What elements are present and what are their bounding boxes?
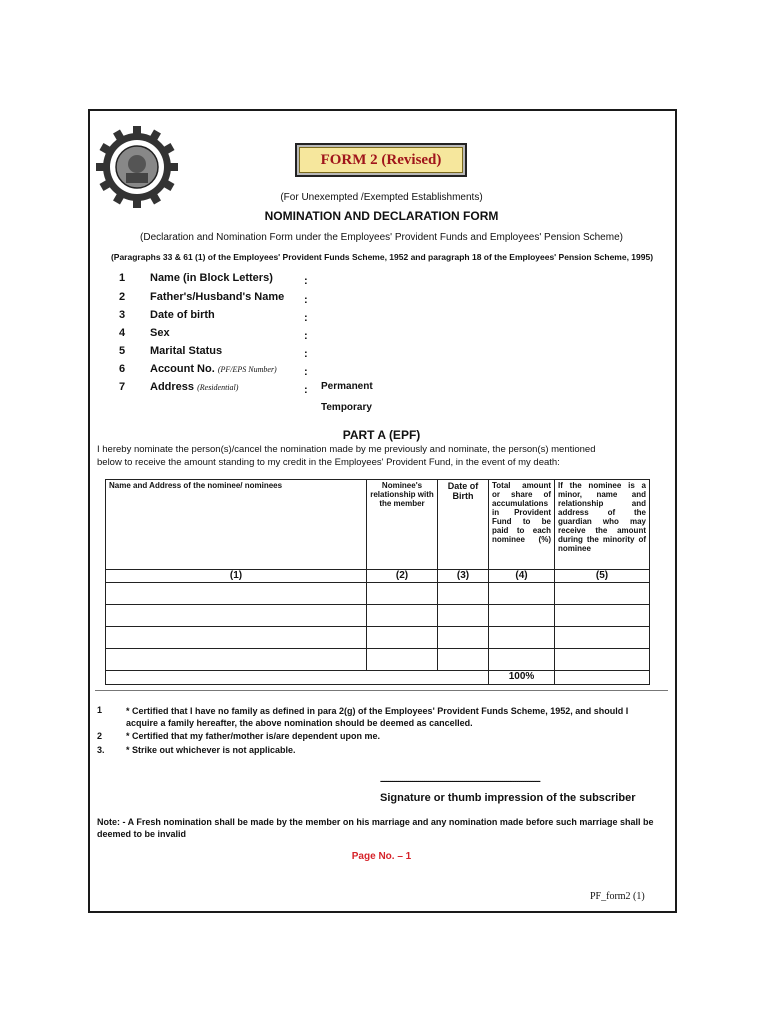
signature-line: -------------------------------------------------------------------------------- bbox=[380, 776, 540, 786]
col4-header: Total amount or share of accumulations in Provident Fund to be paid to each nominee (%) bbox=[489, 480, 555, 570]
table-row bbox=[106, 649, 650, 671]
col-number: (4) bbox=[489, 570, 555, 583]
heading: NOMINATION AND DECLARATION FORM bbox=[264, 209, 499, 223]
total-percentage: 100% bbox=[489, 671, 555, 685]
col-number: (1) bbox=[106, 570, 367, 583]
table-row bbox=[106, 605, 650, 627]
col-number: (2) bbox=[367, 570, 438, 583]
col-number: (3) bbox=[438, 570, 489, 583]
page-number: Page No. – 1 bbox=[351, 851, 412, 862]
table-total-row bbox=[106, 671, 650, 685]
form-title: FORM 2 (Revised) bbox=[299, 147, 463, 173]
cert-no-family: * Certified that I have no family as defined in para 2(g) of the Employees' Provident Funds Scheme, 1952, and should I acquire a family hereafter, the above nomination should be deemed as cancelled. bbox=[126, 706, 629, 728]
form-code: PF_form2 (1) bbox=[590, 891, 645, 902]
col5-header: If the nominee is a minor, name and relationship and address of the guardian who may receive the amount during the minority of nominee bbox=[555, 480, 650, 570]
col3-header: Date of Birth bbox=[438, 480, 489, 570]
cert-strike-out: * Strike out whichever is not applicable. bbox=[126, 745, 296, 755]
nominee-table bbox=[105, 479, 650, 685]
address-temporary: Temporary bbox=[321, 402, 372, 413]
part-a-text-1: I hereby nominate the person(s)/cancel the nomination made by me previously and nominate, the person(s) mentioned bbox=[97, 444, 596, 455]
cert-dependent: * Certified that my father/mother is/are dependent upon me. bbox=[126, 731, 381, 741]
subtitle: (For Unexempted /Exempted Establishments) bbox=[280, 192, 483, 203]
col1-header: Name and Address of the nominee/ nominees bbox=[106, 480, 367, 570]
cert-number: 1 bbox=[97, 705, 103, 715]
column-number-row bbox=[106, 570, 650, 583]
col2-header: Nominee's relationship with the member bbox=[367, 480, 438, 570]
note bbox=[97, 816, 655, 840]
table-row bbox=[106, 627, 650, 649]
col-number: (5) bbox=[555, 570, 650, 583]
paragraphs-line: (Paragraphs 33 & 61 (1) of the Employees' Provident Funds Scheme, 1952 and paragraph 18 of the Employees' Pension Scheme, 1995) bbox=[110, 252, 654, 262]
address-permanent: Permanent bbox=[321, 381, 373, 392]
divider bbox=[95, 690, 668, 691]
cert-number: 3. bbox=[97, 745, 105, 755]
note-text: Note: - A Fresh nomination shall be made by the member on his marriage and any nomination made before such marriage shall be deemed to be invalid bbox=[97, 817, 654, 839]
signature-label: Signature or thumb impression of the subscriber bbox=[380, 792, 636, 804]
table-header-row bbox=[106, 480, 650, 570]
table-row bbox=[106, 583, 650, 605]
part-a-text-2: below to receive the amount standing to my credit in the Employees' Provident Fund, in the event of my death: bbox=[97, 457, 560, 468]
part-a-title: PART A (EPF) bbox=[342, 428, 421, 442]
form-title-box bbox=[295, 143, 467, 177]
cert-number: 2 bbox=[97, 731, 103, 741]
declaration-line: (Declaration and Nomination Form under the Employees' Provident Funds and Employees' Pension Scheme) bbox=[140, 232, 623, 243]
